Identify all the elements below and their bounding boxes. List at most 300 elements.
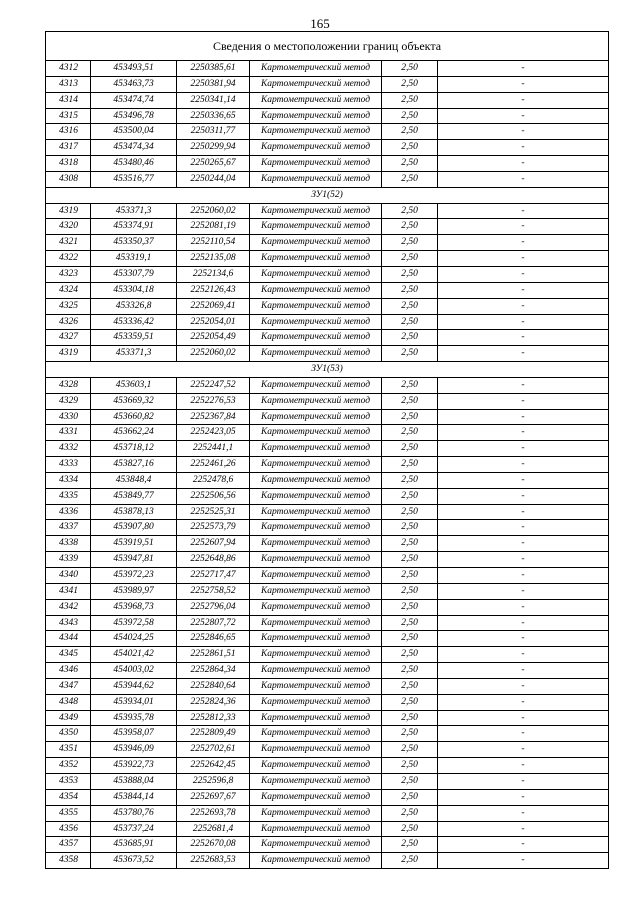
x-coordinate-cell: 453737,24 [91, 821, 177, 837]
y-coordinate-cell: 2252670,08 [177, 837, 250, 853]
table-row [46, 536, 609, 552]
y-coordinate-cell: 2252461,26 [177, 457, 250, 473]
x-coordinate-cell: 453500,04 [91, 124, 177, 140]
section-row [46, 187, 609, 203]
table-row [46, 282, 609, 298]
point-number-cell: 4343 [46, 615, 91, 631]
x-coordinate-cell: 453669,32 [91, 393, 177, 409]
point-number-cell: 4322 [46, 251, 91, 267]
description-cell: - [438, 821, 609, 837]
point-number-cell: 4313 [46, 76, 91, 92]
point-number-cell: 4330 [46, 409, 91, 425]
x-coordinate-cell: 453934,01 [91, 694, 177, 710]
description-cell: - [438, 472, 609, 488]
description-cell: - [438, 219, 609, 235]
y-coordinate-cell: 2252069,41 [177, 298, 250, 314]
y-coordinate-cell: 2252110,54 [177, 235, 250, 251]
method-cell: Картометрический метод [250, 853, 382, 869]
precision-cell: 2,50 [382, 694, 438, 710]
point-number-cell: 4335 [46, 488, 91, 504]
description-cell: - [438, 314, 609, 330]
method-cell: Картометрический метод [250, 520, 382, 536]
table-row [46, 647, 609, 663]
point-number-cell: 4324 [46, 282, 91, 298]
description-cell: - [438, 61, 609, 77]
x-coordinate-cell: 453516,77 [91, 171, 177, 187]
x-coordinate-cell: 453878,13 [91, 504, 177, 520]
precision-cell: 2,50 [382, 805, 438, 821]
description-cell: - [438, 298, 609, 314]
point-number-cell: 4352 [46, 758, 91, 774]
method-cell: Картометрический метод [250, 346, 382, 362]
y-coordinate-cell: 2252134,6 [177, 266, 250, 282]
point-number-cell: 4331 [46, 425, 91, 441]
point-number-cell: 4329 [46, 393, 91, 409]
y-coordinate-cell: 2250341,14 [177, 92, 250, 108]
method-cell: Картометрический метод [250, 789, 382, 805]
description-cell: - [438, 409, 609, 425]
point-number-cell: 4346 [46, 663, 91, 679]
x-coordinate-cell: 453662,24 [91, 425, 177, 441]
precision-cell: 2,50 [382, 203, 438, 219]
precision-cell: 2,50 [382, 520, 438, 536]
description-cell: - [438, 235, 609, 251]
description-cell: - [438, 742, 609, 758]
precision-cell: 2,50 [382, 837, 438, 853]
point-number-cell: 4338 [46, 536, 91, 552]
method-cell: Картометрический метод [250, 631, 382, 647]
point-number-cell: 4355 [46, 805, 91, 821]
table-row [46, 441, 609, 457]
y-coordinate-cell: 2252573,79 [177, 520, 250, 536]
y-coordinate-cell: 2250265,67 [177, 156, 250, 172]
point-number-cell: 4358 [46, 853, 91, 869]
table-row [46, 726, 609, 742]
method-cell: Картометрический метод [250, 235, 382, 251]
point-number-cell: 4333 [46, 457, 91, 473]
point-number-cell: 4339 [46, 552, 91, 568]
description-cell: - [438, 92, 609, 108]
description-cell: - [438, 251, 609, 267]
description-cell: - [438, 631, 609, 647]
method-cell: Картометрический метод [250, 171, 382, 187]
method-cell: Картометрический метод [250, 377, 382, 393]
y-coordinate-cell: 2252697,67 [177, 789, 250, 805]
x-coordinate-cell: 453849,77 [91, 488, 177, 504]
table-title: Сведения о местоположении границ объекта [46, 32, 609, 61]
y-coordinate-cell: 2252693,78 [177, 805, 250, 821]
description-cell: - [438, 488, 609, 504]
table-row [46, 140, 609, 156]
y-coordinate-cell: 2250311,77 [177, 124, 250, 140]
precision-cell: 2,50 [382, 393, 438, 409]
description-cell: - [438, 694, 609, 710]
x-coordinate-cell: 453480,46 [91, 156, 177, 172]
x-coordinate-cell: 453989,97 [91, 583, 177, 599]
table-row [46, 156, 609, 172]
description-cell: - [438, 504, 609, 520]
point-number-cell: 4349 [46, 710, 91, 726]
table-row [46, 298, 609, 314]
y-coordinate-cell: 2252478,6 [177, 472, 250, 488]
y-coordinate-cell: 2252758,52 [177, 583, 250, 599]
point-number-cell: 4350 [46, 726, 91, 742]
precision-cell: 2,50 [382, 504, 438, 520]
description-cell: - [438, 108, 609, 124]
table-row [46, 742, 609, 758]
method-cell: Картометрический метод [250, 92, 382, 108]
precision-cell: 2,50 [382, 156, 438, 172]
precision-cell: 2,50 [382, 457, 438, 473]
point-number-cell: 4348 [46, 694, 91, 710]
precision-cell: 2,50 [382, 599, 438, 615]
table-row [46, 678, 609, 694]
point-number-cell: 4319 [46, 346, 91, 362]
precision-cell: 2,50 [382, 76, 438, 92]
table-row [46, 710, 609, 726]
point-number-cell: 4319 [46, 203, 91, 219]
table-row [46, 219, 609, 235]
point-number-cell: 4353 [46, 773, 91, 789]
x-coordinate-cell: 453844,14 [91, 789, 177, 805]
y-coordinate-cell: 2252423,05 [177, 425, 250, 441]
precision-cell: 2,50 [382, 536, 438, 552]
precision-cell: 2,50 [382, 346, 438, 362]
method-cell: Картометрический метод [250, 773, 382, 789]
method-cell: Картометрический метод [250, 108, 382, 124]
table-row [46, 203, 609, 219]
method-cell: Картометрический метод [250, 457, 382, 473]
table-row [46, 599, 609, 615]
y-coordinate-cell: 2252506,56 [177, 488, 250, 504]
y-coordinate-cell: 2252607,94 [177, 536, 250, 552]
table-row [46, 124, 609, 140]
y-coordinate-cell: 2252846,65 [177, 631, 250, 647]
description-cell: - [438, 773, 609, 789]
point-number-cell: 4342 [46, 599, 91, 615]
method-cell: Картометрический метод [250, 330, 382, 346]
method-cell: Картометрический метод [250, 726, 382, 742]
y-coordinate-cell: 2252812,33 [177, 710, 250, 726]
description-cell: - [438, 837, 609, 853]
method-cell: Картометрический метод [250, 583, 382, 599]
x-coordinate-cell: 453371,3 [91, 203, 177, 219]
method-cell: Картометрический метод [250, 203, 382, 219]
x-coordinate-cell: 453326,8 [91, 298, 177, 314]
description-cell: - [438, 710, 609, 726]
description-cell: - [438, 583, 609, 599]
point-number-cell: 4345 [46, 647, 91, 663]
table-row [46, 631, 609, 647]
y-coordinate-cell: 2252840,64 [177, 678, 250, 694]
precision-cell: 2,50 [382, 171, 438, 187]
precision-cell: 2,50 [382, 821, 438, 837]
precision-cell: 2,50 [382, 108, 438, 124]
method-cell: Картометрический метод [250, 805, 382, 821]
x-coordinate-cell: 453972,23 [91, 568, 177, 584]
point-number-cell: 4356 [46, 821, 91, 837]
point-number-cell: 4337 [46, 520, 91, 536]
precision-cell: 2,50 [382, 124, 438, 140]
precision-cell: 2,50 [382, 488, 438, 504]
y-coordinate-cell: 2252060,02 [177, 203, 250, 219]
method-cell: Картометрический метод [250, 488, 382, 504]
x-coordinate-cell: 453350,37 [91, 235, 177, 251]
point-number-cell: 4318 [46, 156, 91, 172]
description-cell: - [438, 171, 609, 187]
method-cell: Картометрический метод [250, 837, 382, 853]
x-coordinate-cell: 453968,73 [91, 599, 177, 615]
description-cell: - [438, 425, 609, 441]
table-row [46, 615, 609, 631]
precision-cell: 2,50 [382, 330, 438, 346]
y-coordinate-cell: 2252702,61 [177, 742, 250, 758]
table-row [46, 789, 609, 805]
point-number-cell: 4340 [46, 568, 91, 584]
section-row [46, 362, 609, 378]
point-number-cell: 4341 [46, 583, 91, 599]
table-row [46, 346, 609, 362]
y-coordinate-cell: 2252683,53 [177, 853, 250, 869]
precision-cell: 2,50 [382, 583, 438, 599]
x-coordinate-cell: 453718,12 [91, 441, 177, 457]
y-coordinate-cell: 2252135,08 [177, 251, 250, 267]
method-cell: Картометрический метод [250, 694, 382, 710]
x-coordinate-cell: 454003,02 [91, 663, 177, 679]
precision-cell: 2,50 [382, 61, 438, 77]
method-cell: Картометрический метод [250, 140, 382, 156]
y-coordinate-cell: 2252081,19 [177, 219, 250, 235]
point-number-cell: 4312 [46, 61, 91, 77]
precision-cell: 2,50 [382, 789, 438, 805]
x-coordinate-cell: 453907,80 [91, 520, 177, 536]
method-cell: Картометрический метод [250, 599, 382, 615]
table-row [46, 457, 609, 473]
point-number-cell: 4336 [46, 504, 91, 520]
table-row [46, 92, 609, 108]
precision-cell: 2,50 [382, 472, 438, 488]
precision-cell: 2,50 [382, 647, 438, 663]
x-coordinate-cell: 453946,09 [91, 742, 177, 758]
point-number-cell: 4320 [46, 219, 91, 235]
method-cell: Картометрический метод [250, 615, 382, 631]
precision-cell: 2,50 [382, 631, 438, 647]
y-coordinate-cell: 2252596,8 [177, 773, 250, 789]
method-cell: Картометрический метод [250, 710, 382, 726]
y-coordinate-cell: 2252276,53 [177, 393, 250, 409]
point-number-cell: 4316 [46, 124, 91, 140]
table-row [46, 837, 609, 853]
section-title: ЗУ1(53) [46, 362, 609, 378]
x-coordinate-cell: 453780,76 [91, 805, 177, 821]
description-cell: - [438, 853, 609, 869]
x-coordinate-cell: 453947,81 [91, 552, 177, 568]
precision-cell: 2,50 [382, 678, 438, 694]
x-coordinate-cell: 453673,52 [91, 853, 177, 869]
method-cell: Картометрический метод [250, 409, 382, 425]
x-coordinate-cell: 453463,73 [91, 76, 177, 92]
y-coordinate-cell: 2252642,45 [177, 758, 250, 774]
method-cell: Картометрический метод [250, 647, 382, 663]
y-coordinate-cell: 2252060,02 [177, 346, 250, 362]
x-coordinate-cell: 453935,78 [91, 710, 177, 726]
description-cell: - [438, 599, 609, 615]
description-cell: - [438, 76, 609, 92]
x-coordinate-cell: 453496,78 [91, 108, 177, 124]
table-row [46, 805, 609, 821]
x-coordinate-cell: 453919,51 [91, 536, 177, 552]
table-row [46, 330, 609, 346]
table-row [46, 488, 609, 504]
description-cell: - [438, 520, 609, 536]
x-coordinate-cell: 453972,58 [91, 615, 177, 631]
x-coordinate-cell: 453493,51 [91, 61, 177, 77]
y-coordinate-cell: 2250336,65 [177, 108, 250, 124]
method-cell: Картометрический метод [250, 314, 382, 330]
x-coordinate-cell: 453371,3 [91, 346, 177, 362]
x-coordinate-cell: 453848,4 [91, 472, 177, 488]
point-number-cell: 4344 [46, 631, 91, 647]
precision-cell: 2,50 [382, 377, 438, 393]
method-cell: Картометрический метод [250, 758, 382, 774]
point-number-cell: 4354 [46, 789, 91, 805]
method-cell: Картометрический метод [250, 472, 382, 488]
method-cell: Картометрический метод [250, 678, 382, 694]
method-cell: Картометрический метод [250, 568, 382, 584]
point-number-cell: 4315 [46, 108, 91, 124]
x-coordinate-cell: 453474,74 [91, 92, 177, 108]
y-coordinate-cell: 2250299,94 [177, 140, 250, 156]
table-row [46, 758, 609, 774]
table-row [46, 773, 609, 789]
method-cell: Картометрический метод [250, 76, 382, 92]
x-coordinate-cell: 453336,42 [91, 314, 177, 330]
x-coordinate-cell: 453359,51 [91, 330, 177, 346]
precision-cell: 2,50 [382, 853, 438, 869]
table-row [46, 663, 609, 679]
table-row [46, 393, 609, 409]
y-coordinate-cell: 2252864,34 [177, 663, 250, 679]
x-coordinate-cell: 453944,62 [91, 678, 177, 694]
description-cell: - [438, 726, 609, 742]
method-cell: Картометрический метод [250, 425, 382, 441]
point-number-cell: 4314 [46, 92, 91, 108]
description-cell: - [438, 615, 609, 631]
y-coordinate-cell: 2250381,94 [177, 76, 250, 92]
y-coordinate-cell: 2250244,04 [177, 171, 250, 187]
x-coordinate-cell: 454021,42 [91, 647, 177, 663]
x-coordinate-cell: 453685,91 [91, 837, 177, 853]
method-cell: Картометрический метод [250, 536, 382, 552]
table-row [46, 425, 609, 441]
table-row [46, 171, 609, 187]
description-cell: - [438, 377, 609, 393]
page-number: 165 [310, 16, 330, 31]
precision-cell: 2,50 [382, 615, 438, 631]
point-number-cell: 4325 [46, 298, 91, 314]
precision-cell: 2,50 [382, 298, 438, 314]
method-cell: Картометрический метод [250, 219, 382, 235]
description-cell: - [438, 330, 609, 346]
description-cell: - [438, 805, 609, 821]
description-cell: - [438, 140, 609, 156]
y-coordinate-cell: 2252809,49 [177, 726, 250, 742]
description-cell: - [438, 457, 609, 473]
point-number-cell: 4327 [46, 330, 91, 346]
y-coordinate-cell: 2250385,61 [177, 61, 250, 77]
point-number-cell: 4332 [46, 441, 91, 457]
table-row [46, 853, 609, 869]
table-row [46, 76, 609, 92]
method-cell: Картометрический метод [250, 393, 382, 409]
point-number-cell: 4334 [46, 472, 91, 488]
precision-cell: 2,50 [382, 219, 438, 235]
method-cell: Картометрический метод [250, 663, 382, 679]
y-coordinate-cell: 2252861,51 [177, 647, 250, 663]
precision-cell: 2,50 [382, 235, 438, 251]
precision-cell: 2,50 [382, 568, 438, 584]
y-coordinate-cell: 2252824,36 [177, 694, 250, 710]
method-cell: Картометрический метод [250, 298, 382, 314]
description-cell: - [438, 552, 609, 568]
table-row [46, 251, 609, 267]
description-cell: - [438, 663, 609, 679]
description-cell: - [438, 346, 609, 362]
x-coordinate-cell: 454024,25 [91, 631, 177, 647]
y-coordinate-cell: 2252681,4 [177, 821, 250, 837]
point-number-cell: 4321 [46, 235, 91, 251]
point-number-cell: 4347 [46, 678, 91, 694]
x-coordinate-cell: 453307,79 [91, 266, 177, 282]
description-cell: - [438, 156, 609, 172]
precision-cell: 2,50 [382, 726, 438, 742]
precision-cell: 2,50 [382, 552, 438, 568]
method-cell: Картометрический метод [250, 504, 382, 520]
table-row [46, 694, 609, 710]
description-cell: - [438, 789, 609, 805]
table-row [46, 266, 609, 282]
description-cell: - [438, 536, 609, 552]
precision-cell: 2,50 [382, 758, 438, 774]
precision-cell: 2,50 [382, 140, 438, 156]
description-cell: - [438, 393, 609, 409]
method-cell: Картометрический метод [250, 156, 382, 172]
boundary-coordinates-table [45, 31, 609, 869]
y-coordinate-cell: 2252054,01 [177, 314, 250, 330]
point-number-cell: 4357 [46, 837, 91, 853]
x-coordinate-cell: 453474,34 [91, 140, 177, 156]
table-row [46, 520, 609, 536]
table-row [46, 235, 609, 251]
precision-cell: 2,50 [382, 710, 438, 726]
y-coordinate-cell: 2252126,43 [177, 282, 250, 298]
table-row [46, 504, 609, 520]
table-row [46, 61, 609, 77]
method-cell: Картометрический метод [250, 441, 382, 457]
table-row [46, 568, 609, 584]
point-number-cell: 4317 [46, 140, 91, 156]
description-cell: - [438, 758, 609, 774]
method-cell: Картометрический метод [250, 282, 382, 298]
method-cell: Картометрический метод [250, 251, 382, 267]
x-coordinate-cell: 453603,1 [91, 377, 177, 393]
method-cell: Картометрический метод [250, 552, 382, 568]
point-number-cell: 4351 [46, 742, 91, 758]
method-cell: Картометрический метод [250, 266, 382, 282]
table-row [46, 314, 609, 330]
section-title: ЗУ1(52) [46, 187, 609, 203]
point-number-cell: 4323 [46, 266, 91, 282]
